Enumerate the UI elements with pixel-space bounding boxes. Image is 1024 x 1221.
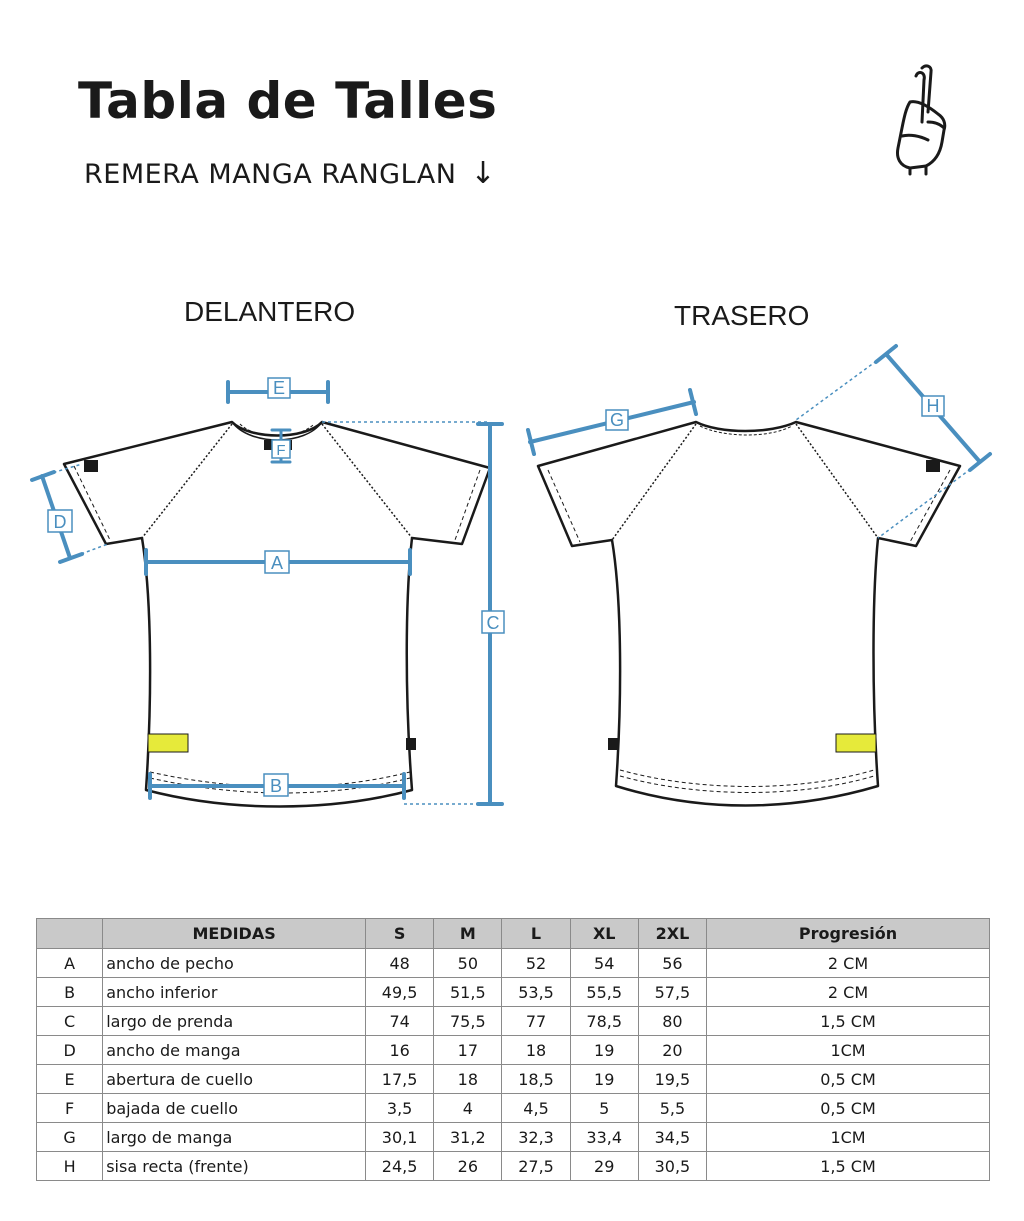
- header-l: L: [502, 919, 570, 949]
- row-size-value: 53,5: [502, 978, 570, 1007]
- svg-text:D: D: [53, 512, 67, 532]
- row-size-value: 49,5: [366, 978, 434, 1007]
- back-view-label: TRASERO: [674, 300, 810, 331]
- row-size-value: 19: [570, 1036, 638, 1065]
- svg-text:F: F: [276, 442, 286, 459]
- row-size-value: 24,5: [366, 1152, 434, 1181]
- row-size-value: 19,5: [638, 1065, 706, 1094]
- table-body: [37, 949, 990, 1181]
- row-measure-name: largo de manga: [103, 1123, 366, 1152]
- measure-label-g: [606, 410, 628, 430]
- row-size-value: 78,5: [570, 1007, 638, 1036]
- measure-label-e: [268, 378, 290, 398]
- svg-text:B: B: [269, 776, 283, 796]
- table-row: [37, 1065, 990, 1094]
- row-size-value: 30,5: [638, 1152, 706, 1181]
- front-shirt-outline: [64, 422, 490, 807]
- header-2xl: 2XL: [638, 919, 706, 949]
- row-letter: C: [37, 1007, 103, 1036]
- row-size-value: 17,5: [366, 1065, 434, 1094]
- row-letter: B: [37, 978, 103, 1007]
- row-size-value: 20: [638, 1036, 706, 1065]
- table-row: [37, 1036, 990, 1065]
- row-measure-name: sisa recta (frente): [103, 1152, 366, 1181]
- row-size-value: 56: [638, 949, 706, 978]
- row-size-value: 75,5: [434, 1007, 502, 1036]
- row-size-value: 32,3: [502, 1123, 570, 1152]
- down-arrow-icon: ↓: [470, 156, 497, 191]
- row-size-value: 17: [434, 1036, 502, 1065]
- row-size-value: 30,1: [366, 1123, 434, 1152]
- row-progression: 1CM: [707, 1036, 990, 1065]
- row-progression: 1,5 CM: [707, 1007, 990, 1036]
- row-measure-name: bajada de cuello: [103, 1094, 366, 1123]
- garment-diagrams: [0, 340, 1024, 840]
- row-size-value: 74: [366, 1007, 434, 1036]
- page-title: Tabla de Talles: [78, 72, 498, 130]
- row-size-value: 27,5: [502, 1152, 570, 1181]
- front-view-label: DELANTERO: [184, 296, 356, 327]
- row-size-value: 33,4: [570, 1123, 638, 1152]
- header-medidas: MEDIDAS: [103, 919, 366, 949]
- row-size-value: 5,5: [638, 1094, 706, 1123]
- header-progresion: Progresión: [707, 919, 990, 949]
- row-measure-name: abertura de cuello: [103, 1065, 366, 1094]
- row-size-value: 16: [366, 1036, 434, 1065]
- row-progression: 2 CM: [707, 978, 990, 1007]
- table-row: [37, 949, 990, 978]
- measure-label-a: [265, 551, 289, 573]
- row-size-value: 50: [434, 949, 502, 978]
- row-size-value: 57,5: [638, 978, 706, 1007]
- table-row: [37, 1007, 990, 1036]
- row-progression: 2 CM: [707, 949, 990, 978]
- row-letter: E: [37, 1065, 103, 1094]
- row-size-value: 3,5: [366, 1094, 434, 1123]
- svg-text:H: H: [926, 396, 940, 416]
- row-letter: F: [37, 1094, 103, 1123]
- header-letter: [37, 919, 103, 949]
- row-progression: 0,5 CM: [707, 1065, 990, 1094]
- row-size-value: 18,5: [502, 1065, 570, 1094]
- row-size-value: 31,2: [434, 1123, 502, 1152]
- row-size-value: 55,5: [570, 978, 638, 1007]
- row-size-value: 80: [638, 1007, 706, 1036]
- row-size-value: 26: [434, 1152, 502, 1181]
- measure-label-h: [922, 396, 944, 416]
- svg-text:E: E: [272, 378, 286, 398]
- table-header-row: [37, 919, 990, 949]
- table-row: [37, 1094, 990, 1123]
- measure-label-f: [272, 440, 290, 459]
- header-s: S: [366, 919, 434, 949]
- table-row: [37, 978, 990, 1007]
- row-size-value: 4: [434, 1094, 502, 1123]
- header-xl: XL: [570, 919, 638, 949]
- row-size-value: 18: [434, 1065, 502, 1094]
- row-size-value: 34,5: [638, 1123, 706, 1152]
- measure-label-c: [482, 611, 504, 633]
- row-size-value: 5: [570, 1094, 638, 1123]
- row-measure-name: ancho inferior: [103, 978, 366, 1007]
- subtitle-text: REMERA MANGA RANGLAN: [84, 159, 457, 190]
- row-size-value: 54: [570, 949, 638, 978]
- row-size-value: 77: [502, 1007, 570, 1036]
- table-row: [37, 1152, 990, 1181]
- row-size-value: 52: [502, 949, 570, 978]
- svg-text:G: G: [609, 410, 625, 430]
- row-size-value: 48: [366, 949, 434, 978]
- row-size-value: 4,5: [502, 1094, 570, 1123]
- back-shirt-outline: [538, 422, 960, 806]
- row-measure-name: largo de prenda: [103, 1007, 366, 1036]
- row-size-value: 19: [570, 1065, 638, 1094]
- row-letter: A: [37, 949, 103, 978]
- row-measure-name: ancho de manga: [103, 1036, 366, 1065]
- garment-subtitle: [84, 156, 496, 191]
- row-progression: 1CM: [707, 1123, 990, 1152]
- row-size-value: 51,5: [434, 978, 502, 1007]
- row-measure-name: ancho de pecho: [103, 949, 366, 978]
- svg-text:A: A: [270, 553, 284, 573]
- row-progression: 1,5 CM: [707, 1152, 990, 1181]
- svg-text:C: C: [486, 613, 500, 633]
- measure-label-b: [264, 774, 288, 796]
- row-size-value: 29: [570, 1152, 638, 1181]
- row-size-value: 18: [502, 1036, 570, 1065]
- crossed-fingers-hand-icon: [884, 62, 954, 178]
- header-m: M: [434, 919, 502, 949]
- row-letter: D: [37, 1036, 103, 1065]
- row-progression: 0,5 CM: [707, 1094, 990, 1123]
- row-letter: G: [37, 1123, 103, 1152]
- row-letter: H: [37, 1152, 103, 1181]
- measure-label-d: [48, 510, 72, 532]
- size-table: [36, 918, 990, 1181]
- table-row: [37, 1123, 990, 1152]
